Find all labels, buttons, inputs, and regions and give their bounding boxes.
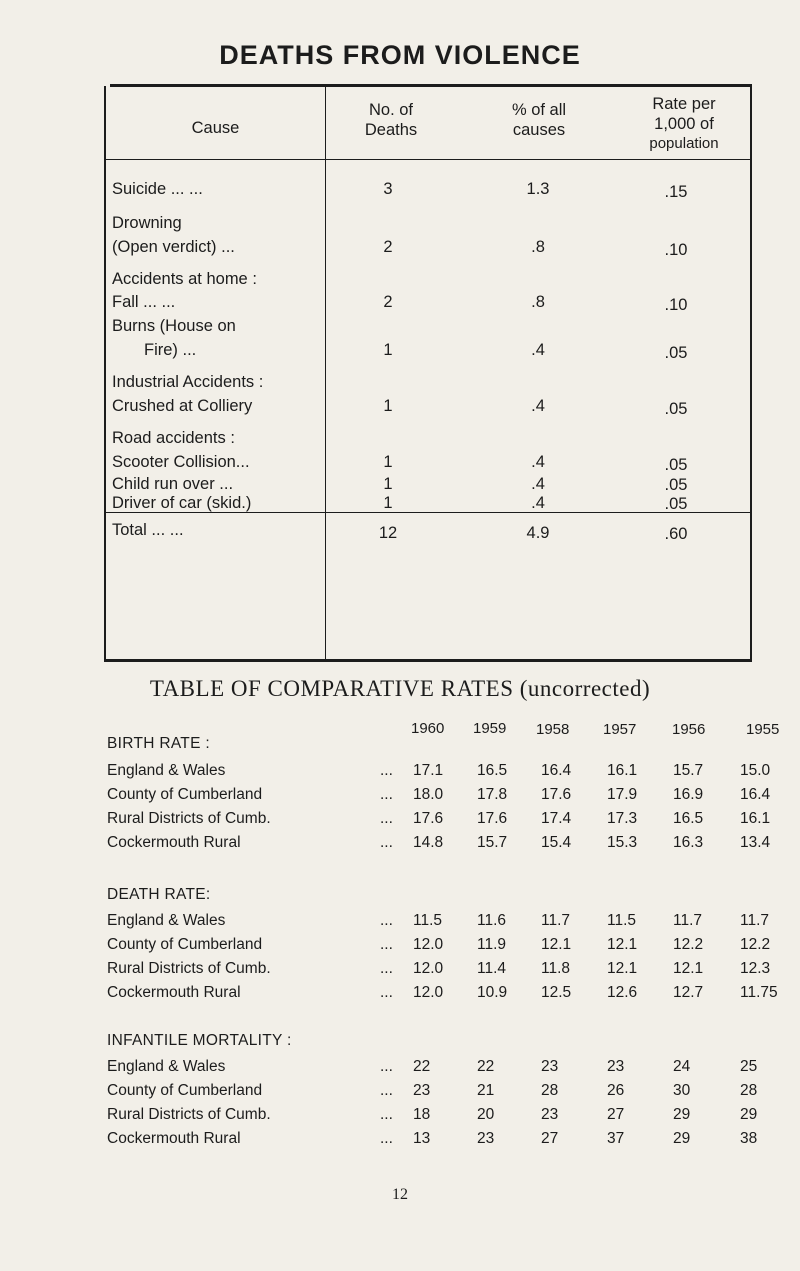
- year-header: 1956: [672, 721, 706, 738]
- rate-value: 28: [740, 1082, 758, 1099]
- leader-dots: ...: [380, 1130, 393, 1147]
- header-deaths: [326, 100, 456, 140]
- header-cause: Cause: [191, 119, 240, 137]
- pct-drowning: .8: [531, 238, 545, 256]
- rate-scooter: .05: [664, 456, 688, 474]
- cause-open-verdict: (Open verdict) ...: [112, 238, 235, 256]
- rate-value: 16.1: [607, 762, 638, 779]
- cause-scooter: Scooter Collision...: [112, 453, 250, 471]
- rate-value: 38: [740, 1130, 758, 1147]
- deaths-total: 12: [378, 524, 398, 542]
- rate-value: 25: [740, 1058, 758, 1075]
- rate-value: 10.9: [477, 984, 508, 1001]
- leader-dots: ...: [380, 786, 393, 803]
- header-pct-line2: causes: [512, 121, 566, 139]
- rate-value: 20: [477, 1106, 495, 1123]
- rate-value: 11.7: [673, 912, 703, 929]
- page-number: 12: [392, 1186, 408, 1203]
- rate-value: 29: [673, 1106, 691, 1123]
- header-deaths-line1: No. of: [368, 101, 414, 119]
- rate-value: 11.4: [477, 960, 507, 977]
- cause-suicide: Suicide ... ...: [112, 180, 203, 198]
- rate-value: 12.0: [413, 984, 444, 1001]
- rate-value: 12.0: [413, 960, 444, 977]
- leader-dots: ...: [380, 912, 393, 929]
- pct-crushed: .4: [531, 397, 545, 415]
- rate-value: 24: [673, 1058, 691, 1075]
- rate-value: 26: [607, 1082, 625, 1099]
- header-rate: [614, 94, 754, 154]
- rate-suicide: .15: [664, 183, 688, 201]
- rate-area-label: Cockermouth Rural: [107, 984, 241, 1001]
- leader-dots: ...: [380, 1106, 393, 1123]
- header-deaths-line2: Deaths: [364, 121, 418, 139]
- pct-suicide: 1.3: [526, 180, 550, 198]
- rate-value: 23: [607, 1058, 625, 1075]
- deaths-suicide: 3: [383, 180, 393, 198]
- leader-dots: ...: [380, 762, 393, 779]
- leader-dots: ...: [380, 984, 393, 1001]
- table-bottom-rule: [104, 659, 752, 662]
- rate-total: .60: [664, 525, 688, 543]
- rate-value: 16.4: [740, 786, 771, 803]
- rate-value: 15.3: [607, 834, 638, 851]
- year-header: 1960: [411, 720, 445, 737]
- rate-value: 12.2: [673, 936, 704, 953]
- rate-value: 29: [673, 1130, 691, 1147]
- rate-value: 11.7: [740, 912, 770, 929]
- rate-value: 18: [413, 1106, 431, 1123]
- rate-area-label: County of Cumberland: [107, 1082, 263, 1099]
- cause-crushed: Crushed at Colliery: [112, 397, 253, 415]
- rate-value: 12.3: [740, 960, 771, 977]
- header-pct-line1: % of all: [511, 101, 567, 119]
- comparative-title: TABLE OF COMPARATIVE RATES (uncorrected): [149, 676, 651, 701]
- pct-burns: .4: [531, 341, 545, 359]
- rate-value: 23: [541, 1058, 559, 1075]
- cause-fall: Fall ... ...: [112, 293, 176, 311]
- rate-value: 12.6: [607, 984, 638, 1001]
- rate-value: 27: [541, 1130, 559, 1147]
- rate-value: 23: [413, 1082, 431, 1099]
- rate-value: 28: [541, 1082, 559, 1099]
- rate-value: 14.8: [413, 834, 444, 851]
- leader-dots: ...: [380, 936, 393, 953]
- cause-driver: Driver of car (skid.): [112, 494, 252, 512]
- rate-value: 17.1: [413, 762, 444, 779]
- rate-value: 17.6: [541, 786, 572, 803]
- cause-burns-line2: Fire) ...: [144, 341, 197, 359]
- header-rate-line3: population: [649, 135, 719, 152]
- rate-area-label: County of Cumberland: [107, 936, 263, 953]
- pct-child: .4: [531, 475, 545, 493]
- rate-area-label: Rural Districts of Cumb.: [107, 1106, 271, 1123]
- table-left-rule: [104, 86, 106, 660]
- rate-area-label: England & Wales: [107, 762, 226, 779]
- leader-dots: ...: [380, 1082, 393, 1099]
- deaths-scooter: 1: [383, 453, 393, 471]
- leader-dots: ...: [380, 834, 393, 851]
- section-heading-death-rate: DEATH RATE:: [107, 886, 211, 903]
- table-right-rule: [750, 86, 752, 660]
- pct-scooter: .4: [531, 453, 545, 471]
- deaths-child: 1: [383, 475, 393, 493]
- deaths-crushed: 1: [383, 397, 393, 415]
- deaths-drowning: 2: [383, 238, 393, 256]
- rate-value: 11.9: [477, 936, 507, 953]
- rate-area-label: England & Wales: [107, 912, 226, 929]
- rate-value: 15.0: [740, 762, 771, 779]
- rate-area-label: Cockermouth Rural: [107, 1130, 241, 1147]
- deaths-burns: 1: [383, 341, 393, 359]
- rate-area-label: England & Wales: [107, 1058, 226, 1075]
- rate-area-label: Rural Districts of Cumb.: [107, 960, 271, 977]
- rate-value: 27: [607, 1106, 625, 1123]
- year-header: 1957: [603, 721, 637, 738]
- rate-value: 12.1: [673, 960, 704, 977]
- violence-table: [104, 84, 752, 662]
- rate-value: 11.8: [541, 960, 571, 977]
- pct-driver: .4: [531, 494, 545, 512]
- rate-value: 12.5: [541, 984, 572, 1001]
- cause-drowning: Drowning: [112, 214, 182, 232]
- pct-total: 4.9: [526, 524, 550, 542]
- rate-value: 13.4: [740, 834, 771, 851]
- rate-value: 12.7: [673, 984, 704, 1001]
- rate-value: 11.7: [541, 912, 571, 929]
- rate-value: 22: [413, 1058, 431, 1075]
- year-header: 1955: [746, 721, 780, 738]
- rate-child: .05: [664, 476, 688, 494]
- header-rate-line2: 1,000 of: [654, 115, 714, 133]
- section-heading-infantile-mortality: INFANTILE MORTALITY :: [107, 1032, 292, 1049]
- rate-value: 15.7: [477, 834, 508, 851]
- rate-value: 17.6: [413, 810, 444, 827]
- deaths-driver: 1: [383, 494, 393, 512]
- cause-accidents-home: Accidents at home :: [112, 270, 257, 288]
- rate-value: 23: [541, 1106, 559, 1123]
- leader-dots: ...: [380, 960, 393, 977]
- rate-value: 15.7: [673, 762, 704, 779]
- pct-fall: .8: [531, 293, 545, 311]
- leader-dots: ...: [380, 810, 393, 827]
- rate-value: 18.0: [413, 786, 444, 803]
- rate-value: 11.5: [607, 912, 637, 929]
- cause-road: Road accidents :: [112, 429, 235, 447]
- rate-value: 17.4: [541, 810, 572, 827]
- rate-value: 12.1: [541, 936, 572, 953]
- rate-value: 16.4: [541, 762, 572, 779]
- rate-value: 12.1: [607, 960, 638, 977]
- rate-drowning: .10: [664, 241, 688, 259]
- header-rate-line1: Rate per: [652, 95, 716, 113]
- rate-value: 17.6: [477, 810, 508, 827]
- page-title: DEATHS FROM VIOLENCE: [219, 40, 581, 70]
- rate-area-label: Cockermouth Rural: [107, 834, 241, 851]
- rate-value: 16.5: [477, 762, 508, 779]
- rate-value: 12.1: [607, 936, 638, 953]
- section-heading-birth-rate: BIRTH RATE :: [107, 735, 210, 752]
- cause-total: Total ... ...: [112, 521, 184, 539]
- rate-value: 16.5: [673, 810, 704, 827]
- cause-industrial: Industrial Accidents :: [112, 373, 264, 391]
- year-header: 1958: [536, 721, 570, 738]
- rate-value: 16.3: [673, 834, 704, 851]
- rate-value: 12.0: [413, 936, 444, 953]
- header-pct: [464, 100, 614, 140]
- cause-child: Child run over ...: [112, 475, 234, 493]
- rate-value: 12.2: [740, 936, 771, 953]
- header-underline: [106, 159, 750, 160]
- rate-value: 16.9: [673, 786, 704, 803]
- rate-value: 16.1: [740, 810, 771, 827]
- rate-driver: .05: [664, 495, 688, 513]
- leader-dots: ...: [380, 1058, 393, 1075]
- rate-value: 23: [477, 1130, 495, 1147]
- rate-value: 30: [673, 1082, 691, 1099]
- rate-value: 37: [607, 1130, 625, 1147]
- deaths-fall: 2: [383, 293, 393, 311]
- rate-value: 15.4: [541, 834, 572, 851]
- rate-value: 13: [413, 1130, 431, 1147]
- rate-value: 11.6: [477, 912, 507, 929]
- rate-area-label: Rural Districts of Cumb.: [107, 810, 271, 827]
- cause-burns-line1: Burns (House on: [112, 317, 236, 335]
- rate-area-label: County of Cumberland: [107, 786, 263, 803]
- rate-value: 17.9: [607, 786, 638, 803]
- year-header: 1959: [473, 720, 507, 737]
- rate-value: 11.5: [413, 912, 443, 929]
- rate-value: 17.8: [477, 786, 508, 803]
- rate-crushed: .05: [664, 400, 688, 418]
- rate-value: 17.3: [607, 810, 638, 827]
- rate-value: 21: [477, 1082, 495, 1099]
- rate-value: 11.75: [740, 984, 778, 1001]
- rate-value: 22: [477, 1058, 495, 1075]
- table-divider-rule: [325, 86, 326, 659]
- rate-burns: .05: [664, 344, 688, 362]
- table-top-rule: [110, 84, 752, 87]
- rate-value: 29: [740, 1106, 758, 1123]
- rate-fall: .10: [664, 296, 688, 314]
